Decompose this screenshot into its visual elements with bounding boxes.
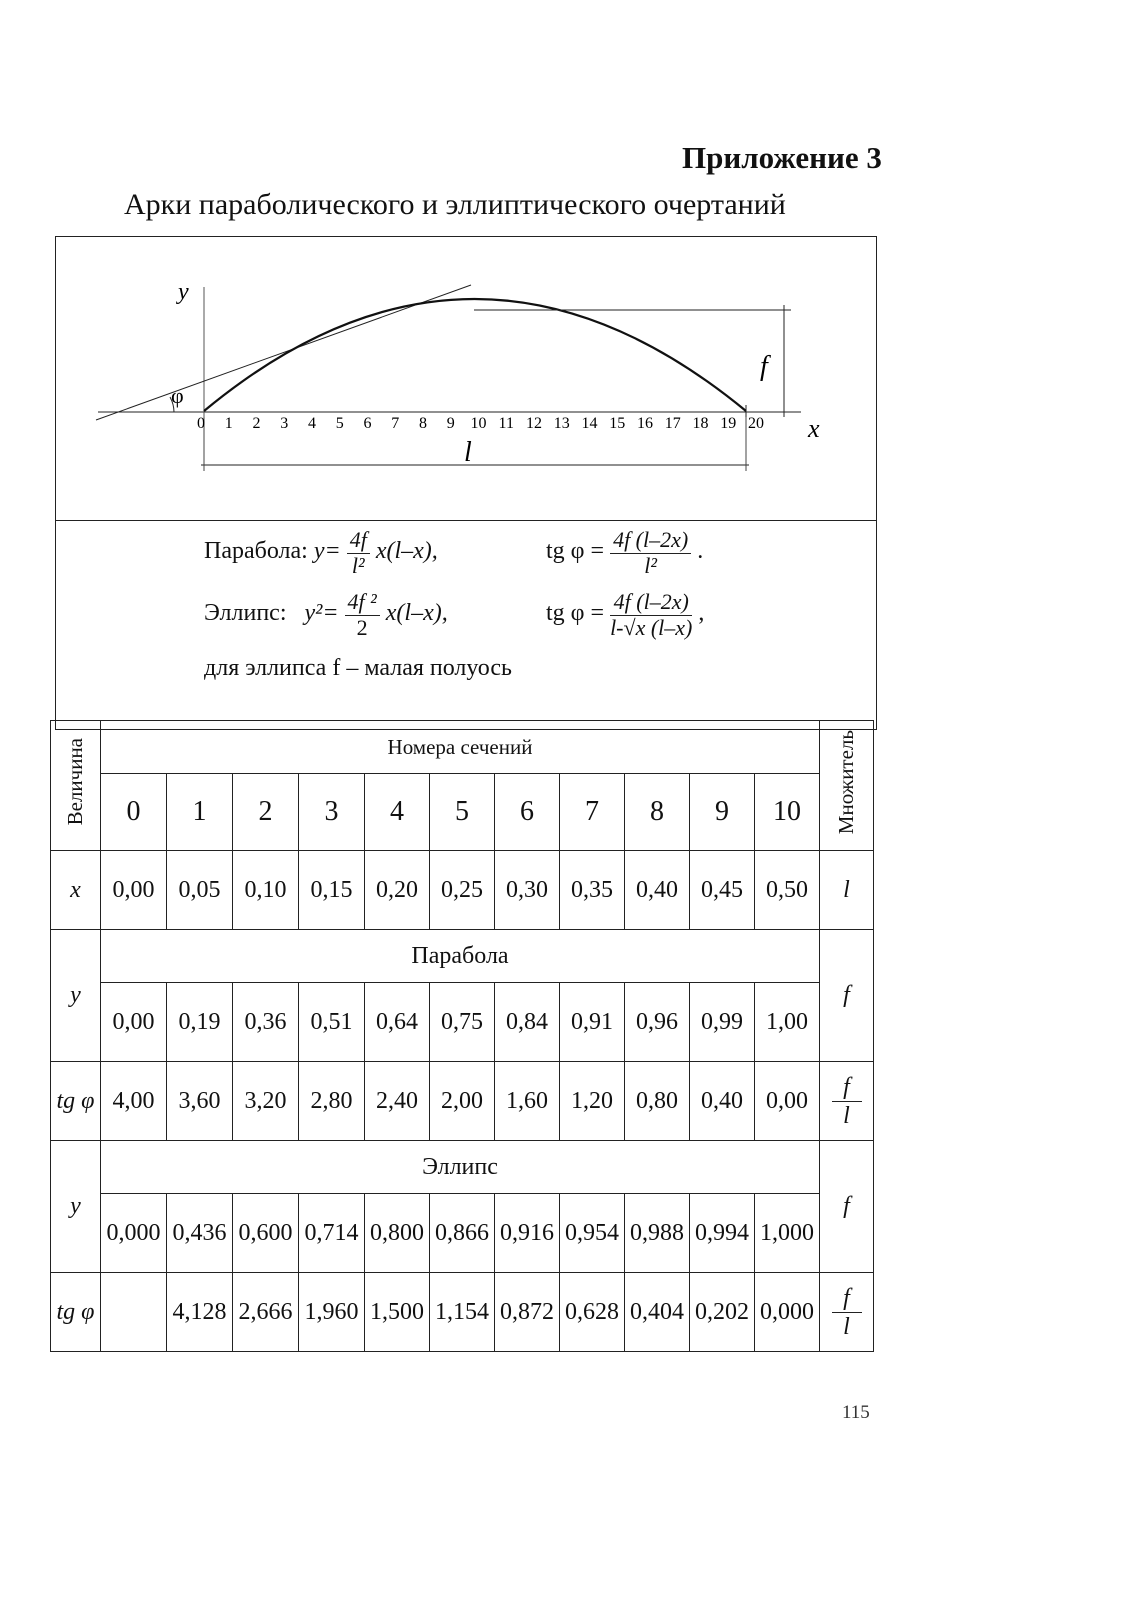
table-cell: 0,84	[495, 983, 560, 1062]
rise-label: f	[760, 351, 768, 382]
parabola-band: Парабола	[101, 930, 820, 983]
parabola-tg-formula	[546, 527, 703, 578]
row-label-text: x	[70, 876, 81, 903]
parabola-tg-den: l²	[644, 553, 657, 578]
parabola-tg-fraction	[610, 527, 691, 578]
multiplier-cell-text: f	[843, 1193, 850, 1219]
arch-diagram	[56, 237, 876, 520]
section-tick-label: 10	[470, 415, 487, 432]
table-cell: 0,99	[690, 983, 755, 1062]
page-number: 115	[842, 1402, 870, 1423]
ellipse-tg-end: ,	[698, 600, 705, 627]
table-cell: 0,202	[690, 1273, 755, 1352]
multiplier-cell	[820, 1141, 874, 1273]
table-cell	[101, 1273, 167, 1352]
section-tick-label: 16	[637, 415, 653, 432]
figure-separator	[56, 520, 876, 521]
section-tick-label: 12	[526, 415, 542, 432]
table-cell: 3,60	[167, 1062, 233, 1141]
ellipse-band: Эллипс	[101, 1141, 820, 1194]
table-cell: 0,994	[690, 1194, 755, 1273]
angle-label: φ	[171, 383, 184, 408]
table-cell: 0,50	[755, 851, 820, 930]
parabola-y-rhs: x(l–x),	[375, 538, 438, 565]
section-tick-label: 18	[692, 415, 709, 432]
table-cell: 1,60	[495, 1062, 560, 1141]
parabola-y-lhs: y=	[313, 538, 341, 565]
ellipse-y-num: 4f ²	[345, 589, 380, 616]
ellipse-formula	[204, 589, 448, 640]
table-cell: 0,64	[365, 983, 430, 1062]
y-axis-label: y	[178, 279, 189, 305]
row-label-text: y	[70, 1193, 81, 1219]
arch-figure-box	[55, 236, 877, 730]
section-tick-label: 14	[581, 415, 598, 432]
span-label: l	[464, 437, 472, 468]
multiplier-cell-fraction	[832, 1073, 862, 1130]
table-cell: 0,75	[430, 983, 495, 1062]
page-title: Арки параболического и эллиптического очертаний	[124, 188, 786, 221]
ellipse-tg-lhs: tg φ =	[546, 600, 605, 627]
section-tick-label: 15	[609, 415, 626, 432]
section-tick-label: 0	[197, 415, 205, 432]
table-cell: 0,19	[167, 983, 233, 1062]
table-cell: 0,000	[755, 1273, 820, 1352]
table-cell: 0,714	[299, 1194, 365, 1273]
row-label	[51, 851, 101, 930]
section-tick-label: 3	[280, 415, 289, 432]
appendix-heading: Приложение 3	[682, 140, 882, 175]
multiplier-cell	[820, 851, 874, 930]
table-row	[51, 1062, 874, 1141]
table-cell: 0,45	[690, 851, 755, 930]
section-tick-label: 8	[419, 415, 427, 432]
arch-curve	[204, 299, 746, 411]
table-cell: 2,666	[233, 1273, 299, 1352]
ellipse-y-fraction	[345, 589, 380, 640]
ellipse-tg-den: l-√x (l–x)	[610, 615, 693, 640]
ellipse-y-den: 2	[356, 615, 368, 640]
section-tick-label: 19	[720, 415, 737, 432]
section-tick-label: 5	[335, 415, 344, 432]
section-tick-label: 13	[553, 415, 570, 432]
table-cell: 1,960	[299, 1273, 365, 1352]
table-cell: 4,128	[167, 1273, 233, 1352]
table-cell: 0,15	[299, 851, 365, 930]
ellipse-tg-fraction	[610, 589, 692, 640]
table-cell: 2,80	[299, 1062, 365, 1141]
multiplier-cell	[820, 1273, 874, 1352]
multiplier-cell-text: l	[843, 876, 850, 903]
section-tick-label: 11	[498, 415, 514, 432]
section-number-cell: 3	[299, 774, 365, 851]
ellipse-y-rhs: x(l–x),	[385, 600, 448, 627]
table-cell: 1,154	[430, 1273, 495, 1352]
table-cell: 0,628	[560, 1273, 625, 1352]
multiplier-cell-den: l	[843, 1102, 850, 1129]
table-cell: 1,500	[365, 1273, 430, 1352]
table-cell: 0,916	[495, 1194, 560, 1273]
section-number-cell: 8	[625, 774, 690, 851]
table-cell: 0,00	[755, 1062, 820, 1141]
table-row	[51, 1273, 874, 1352]
section-number-cell: 7	[560, 774, 625, 851]
multiplier-cell	[820, 1062, 874, 1141]
table-cell: 0,866	[430, 1194, 495, 1273]
table-cell: 0,988	[625, 1194, 690, 1273]
multiplier-cell-text: f	[843, 982, 850, 1008]
sections-header: Номера сечений	[101, 721, 820, 774]
ellipse-y-lhs: y²=	[304, 600, 339, 627]
table-cell: 0,05	[167, 851, 233, 930]
quantity-header-cell	[51, 721, 101, 851]
section-number-cell: 2	[233, 774, 299, 851]
table-cell: 0,872	[495, 1273, 560, 1352]
row-label-text: tg φ	[56, 1087, 95, 1114]
section-tick-label: 6	[363, 415, 372, 432]
table-cell: 1,00	[755, 983, 820, 1062]
arch-coordinates-table	[50, 720, 874, 1352]
section-number-cell: 4	[365, 774, 430, 851]
section-number-cell: 9	[690, 774, 755, 851]
parabola-formula	[204, 527, 438, 578]
table-cell: 0,36	[233, 983, 299, 1062]
table-cell: 0,600	[233, 1194, 299, 1273]
section-tick-label: 1	[224, 415, 233, 432]
ellipse-label: Эллипс:	[204, 600, 287, 627]
table-cell: 0,404	[625, 1273, 690, 1352]
ellipse-band-row	[51, 1141, 874, 1194]
table-cell: 0,954	[560, 1194, 625, 1273]
row-label-text: tg φ	[56, 1298, 95, 1325]
section-tick-label: 20	[748, 415, 764, 432]
table-cell: 4,00	[101, 1062, 167, 1141]
multiplier-cell-num: f	[832, 1073, 862, 1102]
section-tick-label: 2	[252, 415, 261, 432]
multiplier-cell-fraction	[832, 1284, 862, 1341]
table-cell: 1,000	[755, 1194, 820, 1273]
table-row	[51, 851, 874, 930]
table-cell: 0,40	[625, 851, 690, 930]
multiplier-cell-den: l	[843, 1313, 850, 1340]
ellipse-tg-num: 4f (l–2x)	[610, 589, 692, 616]
table-cell: 0,436	[167, 1194, 233, 1273]
row-label	[51, 930, 101, 1062]
row-label	[51, 1062, 101, 1141]
table-cell: 0,80	[625, 1062, 690, 1141]
table-cell: 1,20	[560, 1062, 625, 1141]
section-tick-label: 7	[391, 415, 400, 432]
section-tick-label: 17	[664, 415, 681, 432]
row-label	[51, 1273, 101, 1352]
table-cell: 0,800	[365, 1194, 430, 1273]
section-tick-label: 4	[308, 415, 316, 432]
row-label	[51, 1141, 101, 1273]
table-cell: 3,20	[233, 1062, 299, 1141]
row-label-text: y	[70, 982, 81, 1008]
section-number-cell: 1	[167, 774, 233, 851]
multiplier-cell-num: f	[832, 1284, 862, 1313]
table-row	[51, 983, 874, 1062]
parabola-tg-end: .	[697, 538, 704, 565]
table-cell: 0,40	[690, 1062, 755, 1141]
table-cell: 0,91	[560, 983, 625, 1062]
table-cell: 0,00	[101, 851, 167, 930]
parabola-band-row	[51, 930, 874, 983]
section-number-cell: 5	[430, 774, 495, 851]
table-cell: 0,51	[299, 983, 365, 1062]
section-number-cell: 0	[101, 774, 167, 851]
table-cell: 0,00	[101, 983, 167, 1062]
parabola-tg-lhs: tg φ =	[546, 538, 605, 565]
parabola-y-num: 4f	[347, 527, 370, 554]
table-cell: 2,00	[430, 1062, 495, 1141]
table-cell: 0,000	[101, 1194, 167, 1273]
table-cell: 2,40	[365, 1062, 430, 1141]
parabola-y-fraction	[347, 527, 370, 578]
multiplier-cell	[820, 930, 874, 1062]
x-axis-label: x	[808, 414, 820, 443]
table-cell: 0,20	[365, 851, 430, 930]
parabola-label: Парабола:	[204, 538, 308, 565]
table-cell: 0,30	[495, 851, 560, 930]
table-cell: 0,96	[625, 983, 690, 1062]
table-row	[51, 1194, 874, 1273]
ellipse-note: для эллипса f – малая полуось	[204, 655, 512, 681]
ellipse-tg-formula	[546, 589, 704, 640]
table-cell: 0,25	[430, 851, 495, 930]
parabola-tg-num: 4f (l–2x)	[610, 527, 691, 554]
multiplier-header: Множитель	[834, 729, 858, 835]
parabola-y-den: l²	[351, 553, 365, 578]
table-cell: 0,35	[560, 851, 625, 930]
table-cell: 0,10	[233, 851, 299, 930]
multiplier-header-cell	[820, 721, 874, 851]
quantity-header: Величина	[63, 738, 87, 826]
section-tick-label: 9	[446, 415, 455, 432]
section-number-cell: 10	[755, 774, 820, 851]
section-number-cell: 6	[495, 774, 560, 851]
